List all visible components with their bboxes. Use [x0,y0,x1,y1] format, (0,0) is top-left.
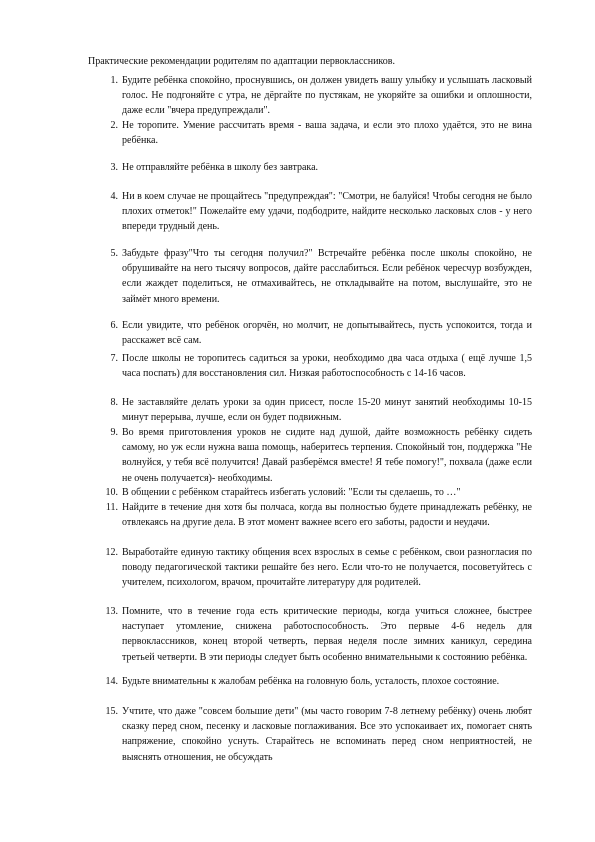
item-text: Не отправляйте ребёнка в школу без завтрака. [122,162,319,173]
item-number: 6. [110,320,118,331]
item-number: 3. [110,162,118,173]
item-text: Если увидите, что ребёнок огорчён, но молчит, не допытывайтесь, пусть успокоится, тогда и расскажет всё сам. [122,320,532,347]
item-number: 9. [110,427,118,438]
item-text: Выработайте единую тактику общения всех взрослых в семье с ребёнком, свои разногласия по поводу педагогической тактики решайте без него. Если что-то не получается, посоветуйтесь с учителем, психологом, врачом, прочитайте литературу для родителей. [122,547,532,589]
item-text: В общении с ребёнком старайтесь избегать условий: "Если ты сделаешь, то …" [122,487,461,498]
item-text: Будите ребёнка спокойно, проснувшись, он должен увидеть вашу улыбку и услышать ласковый голос. Не подгоняйте с утра, не дёргайте по пустякам, не укоряйте за ошибки и оплошности, даже если "вчера предупреждали". [122,75,532,117]
item-number: 8. [110,397,118,408]
item-text: Помните, что в течение года есть критические периоды, когда учиться сложнее, быстрее наступает утомление, снижена работоспособность. Это первые 4-6 недель для первоклассников, конец второй четверть, первая неделя после зимних каникул, середина третьей четверти. В эти периоды следует быть особенно внимательными к состоянию ребёнка. [122,606,532,663]
item-number: 14. [105,676,118,687]
item-number: 2. [110,120,118,131]
item-number: 7. [110,353,118,364]
item-text: Во время приготовления уроков не сидите над душой, дайте возможность ребёнку сидеть самому, но уж если нужна ваша помощь, наберитесь терпения. Спокойный тон, поддержка "Не волнуйся, у тебя всё получится! Давай разберёмся вместе! Я тебе помогу!", похвала (даже если не очень получается)- необходимы. [122,427,532,484]
item-number: 13. [105,606,118,617]
item-number: 1. [110,75,118,86]
item-text: Не заставляйте делать уроки за один присест, после 15-20 минут занятий необходимы 10-15 минут перерыва, лучше, если он будет подвижным. [122,397,532,424]
item-number: 5. [110,248,118,259]
item-text: После школы не торопитесь садиться за уроки, необходимо два часа отдыха ( ещё лучше 1,5 часа поспать) для восстановления сил. Низкая работоспособность с 14-16 часов. [122,353,532,380]
document-title: Практические рекомендации родителям по адаптации первоклассников. [88,56,395,67]
item-number: 10. [105,487,118,498]
item-text: Найдите в течение дня хотя бы полчаса, когда вы полностью будете принадлежать ребёнку, не отвлекаясь на другие дела. В этот момент важнее всего его заботы, радости и неудачи. [122,502,532,529]
item-text: Не торопите. Умение рассчитать время - ваша задача, и если это плохо удаётся, это не вина ребёнка. [122,120,532,147]
item-text: Будьте внимательны к жалобам ребёнка на головную боль, усталость, плохое состояние. [122,676,500,687]
item-text: Ни в коем случае не прощайтесь "предупреждая": "Смотри, не балуйся! Чтобы сегодня не было плохих отметок!" Пожелайте ему удачи, подбодрите, найдите несколько ласковых слов - у него впереди трудный день. [122,191,532,233]
item-text: Забудьте фразу"Что ты сегодня получил?" Встречайте ребёнка после школы спокойно, не обрушивайте на него тысячу вопросов, дайте расслабиться. Если ребёнок чересчур возбужден, если жаждет поделиться, не отмахивайтесь, не откладывайте на потом, выслушайте, это не займёт много времени. [122,248,532,305]
item-number: 4. [110,191,118,202]
item-text: Учтите, что даже "совсем большие дети" (мы часто говорим 7-8 летнему ребёнку) очень любят сказку перед сном, песенку и ласковые поглаживания. Все это успокаивает их, помогает снять напряжение, спокойно уснуть. Старайтесь не вспоминать перед сном неприятностей, не выяснять отношения, не обсуждать [122,706,532,763]
item-number: 12. [105,547,118,558]
item-number: 15. [105,706,118,717]
item-number: 11. [105,502,118,513]
